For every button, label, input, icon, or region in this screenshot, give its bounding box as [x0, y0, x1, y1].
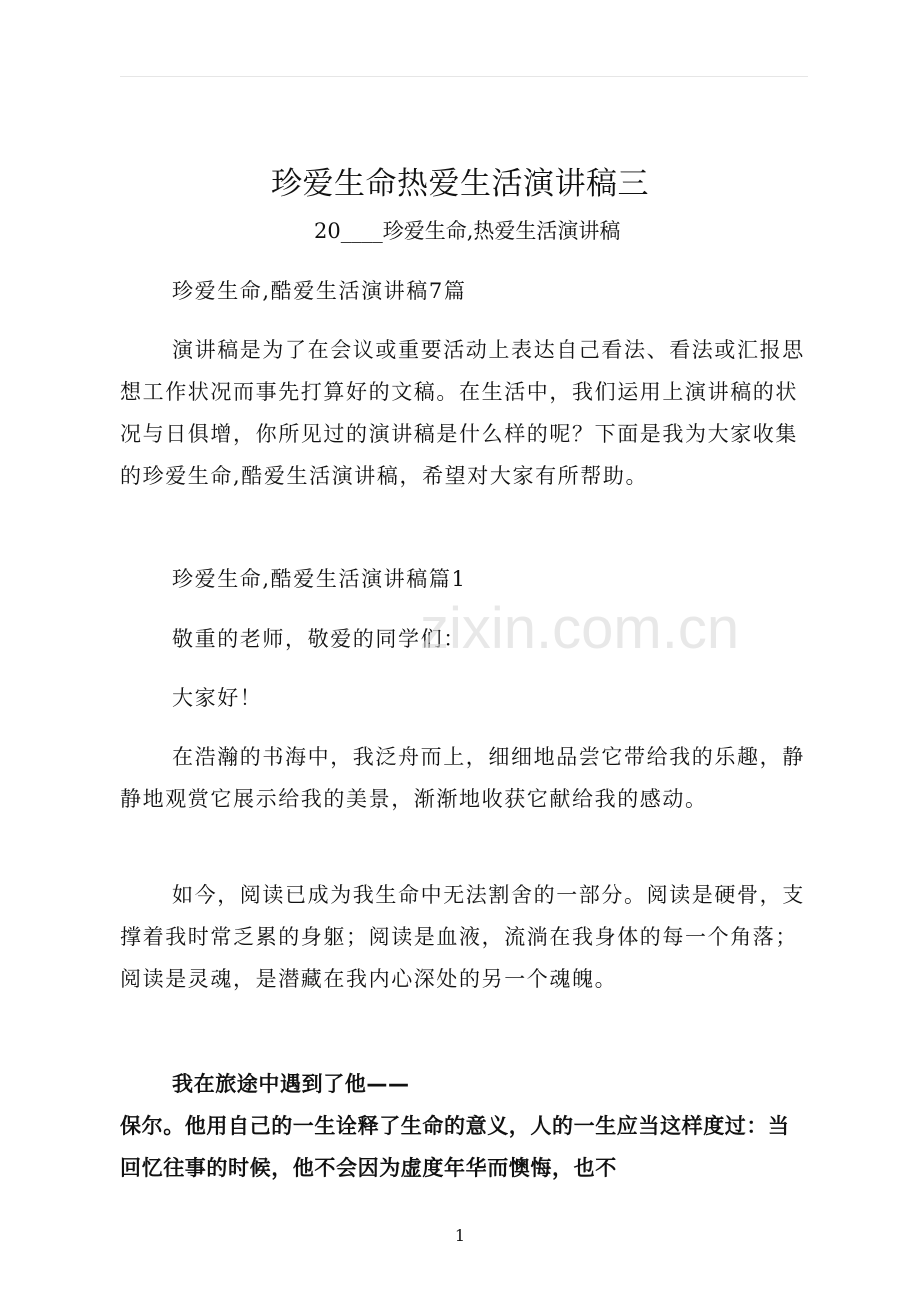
paragraph-section-1: 珍爱生命,酷爱生活演讲稿篇1	[172, 567, 467, 591]
paragraph-intro: 演讲稿是为了在会议或重要活动上表达自己看法、看法或汇报思想工作状况而事先打算好的文稿。在生活中，我们运用上演讲稿的状况与日俱增，你所见过的演讲稿是什么样的呢？下面是我为大家收集的珍爱生命,酷爱生活演讲稿，希望对大家有所帮助。	[120, 338, 805, 488]
watermark: zixin.com.cn	[420, 596, 740, 661]
paragraph-bold-first: 我在旅途中遇到了他——	[172, 1072, 410, 1096]
paragraph-reading-sea: 在浩瀚的书海中，我泛舟而上，细细地品尝它带给我的乐趣，静静地观赏它展示给我的美景，渐渐地收获它献给我的感动。	[120, 745, 805, 811]
document-subtitle: 20____珍爱生命,热爱生活演讲稿	[314, 219, 621, 243]
document-title: 珍爱生命热爱生活演讲稿三	[271, 166, 649, 202]
page-number: 1	[454, 1226, 466, 1245]
paragraph-bold-rest: 保尔。他用自己的一生诠释了生命的意义，人的一生应当这样度过：当回忆往事的时候，他不会因为虚度年华而懊悔，也不	[120, 1114, 790, 1180]
paragraph-heading-7: 珍爱生命,酷爱生活演讲稿7篇	[172, 279, 467, 303]
paragraph-reading-life: 如今，阅读已成为我生命中无法割舍的一部分。阅读是硬骨，支撑着我时常乏累的身躯；阅读是血液，流淌在我身体的每一个角落；阅读是灵魂，是潜藏在我内心深处的另一个魂魄。	[120, 883, 805, 991]
paragraph-greeting: 大家好！	[172, 686, 263, 710]
header-rule	[120, 76, 808, 77]
paragraph-salutation: 敬重的老师，敬爱的同学们：	[172, 627, 466, 651]
